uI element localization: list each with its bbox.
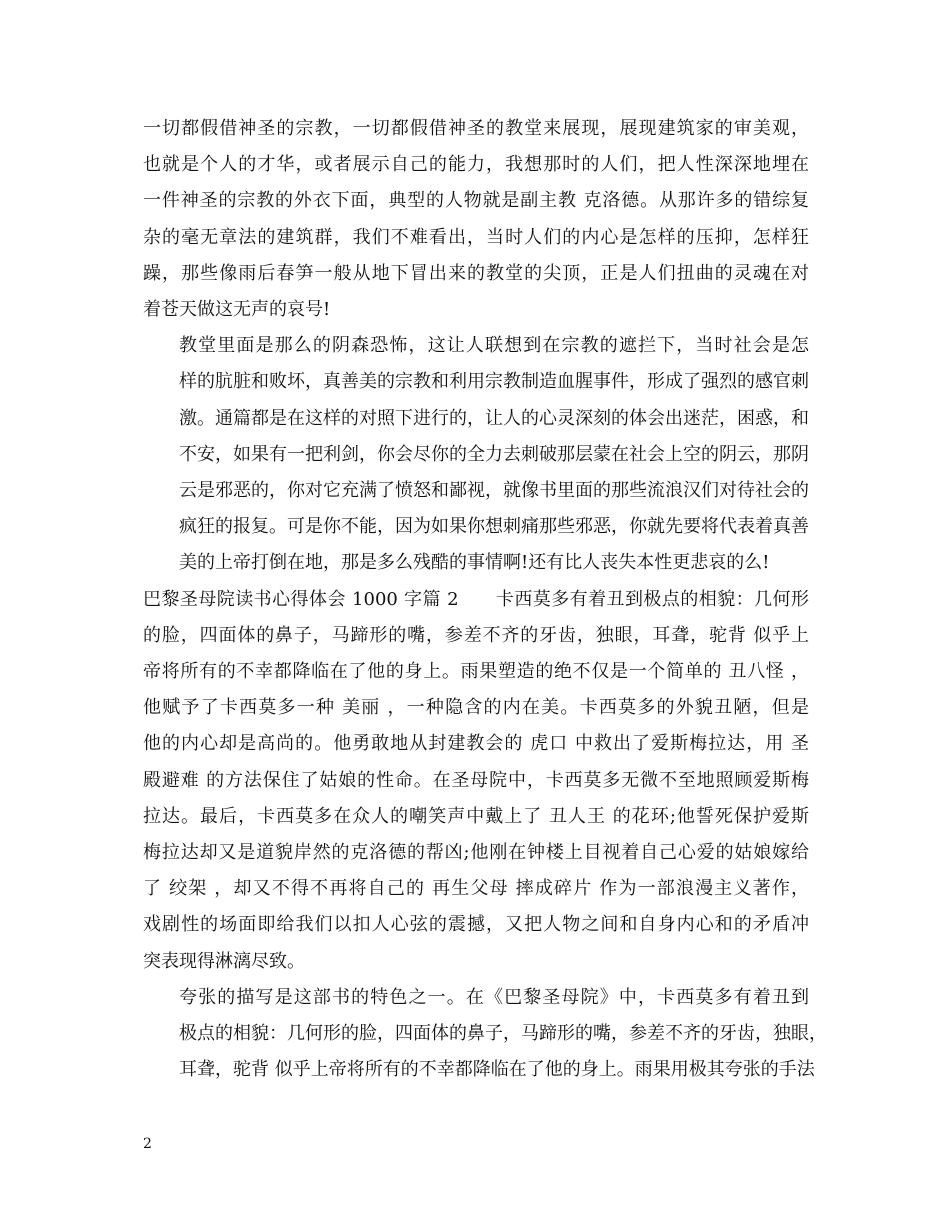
- text-line: 一件神圣的宗教的外衣下面，典型的人物就是副主教 克洛德。从那许多的错综复: [143, 190, 809, 212]
- text-line: 疯狂的报复。可是你不能，因为如果你想刺痛那些邪恶，你就先要将代表着真善: [179, 516, 809, 538]
- text-line: 耳聋，驼背 似乎上帝将所有的不幸都降临在了他的身上。雨果用极其夸张的手法: [179, 1059, 815, 1081]
- text-line: 帝将所有的不幸都降临在了他的身上。雨果塑造的绝不仅是一个简单的 丑八怪 ，: [143, 661, 809, 683]
- paragraph: [143, 582, 809, 980]
- text-line: 躁，那些像雨后春笋一般从地下冒出来的教堂的尖顶，正是人们扭曲的灵魂在对: [143, 262, 809, 284]
- text-line: 极点的相貌：几何形的脸，四面体的鼻子，马蹄形的嘴，参差不齐的牙齿，独眼，: [179, 1023, 827, 1045]
- text-line: 拉达。最后，卡西莫多在众人的嘲笑声中戴上了 丑人王 的花环;他誓死保护爱斯: [143, 805, 809, 827]
- text-line: 他的内心却是高尚的。他勇敢地从封建教会的 虎口 中救出了爱斯梅拉达，用 圣: [143, 733, 809, 755]
- text-line: 美的上帝打倒在地，那是多么残酷的事情啊!还有比人丧失本性更悲哀的么!: [179, 552, 770, 574]
- body-text: [143, 111, 827, 1088]
- page-number: 2: [143, 1136, 152, 1152]
- paragraph: [143, 111, 809, 328]
- text-line: 样的肮脏和败坏，真善美的宗教和利用宗教制造血腥事件，形成了强烈的感官刺: [179, 371, 809, 393]
- text-line: 梅拉达却又是道貌岸然的克洛德的帮凶;他刚在钟楼上目视着自己心爱的姑娘嫁给: [143, 842, 809, 864]
- paragraph: [143, 328, 809, 581]
- text-line: 云是邪恶的，你对它充满了愤怒和鄙视，就像书里面的那些流浪汉们对待社会的: [179, 480, 809, 502]
- text-line: 他赋予了卡西莫多一种 美丽 ，一种隐含的内在美。卡西莫多的外貌丑陋，但是: [143, 697, 809, 719]
- text-line: 也就是个人的才华，或者展示自己的能力，我想那时的人们，把人性深深地埋在: [143, 154, 809, 176]
- text-line: 突表现得淋漓尽致。: [143, 950, 305, 972]
- text-line: 不安，如果有一把利剑，你会尽你的全力去刺破那层蒙在社会上空的阴云，那阴: [179, 443, 809, 465]
- text-line: 夸张的描写是这部书的特色之一。在《巴黎圣母院》中，卡西莫多有着丑到: [179, 986, 809, 1008]
- text-line: 激。通篇都是在这样的对照下进行的，让人的心灵深刻的体会出迷茫，困惑，和: [179, 407, 809, 429]
- text-line: 殿避难 的方法保住了姑娘的性命。在圣母院中，卡西莫多无微不至地照顾爱斯梅: [143, 769, 809, 791]
- paragraph: [143, 980, 827, 1089]
- text-line: 的脸，四面体的鼻子，马蹄形的嘴，参差不齐的牙齿，独眼，耳聋，驼背 似乎上: [143, 624, 809, 646]
- text-line: 着苍天做这无声的哀号!: [143, 299, 331, 321]
- text-line: 教堂里面是那么的阴森恐怖，这让人联想到在宗教的遮拦下，当时社会是怎: [179, 335, 809, 357]
- text-line: 一切都假借神圣的宗教，一切都假借神圣的教堂来展现，展现建筑家的审美观，: [143, 118, 809, 139]
- text-line: 杂的毫无章法的建筑群，我们不难看出，当时人们的内心是怎样的压抑，怎样狂: [143, 226, 809, 248]
- text-line: 戏剧性的场面即给我们以扣人心弦的震撼，又把人物之间和自身内心和的矛盾冲: [143, 914, 809, 936]
- text-line: 巴黎圣母院读书心得体会 1000 字篇 2 卡西莫多有着丑到极点的相貌：几何形: [143, 588, 809, 610]
- text-line: 了 绞架 ，却又不得不再将自己的 再生父母 摔成碎片 作为一部浪漫主义著作，: [143, 878, 809, 900]
